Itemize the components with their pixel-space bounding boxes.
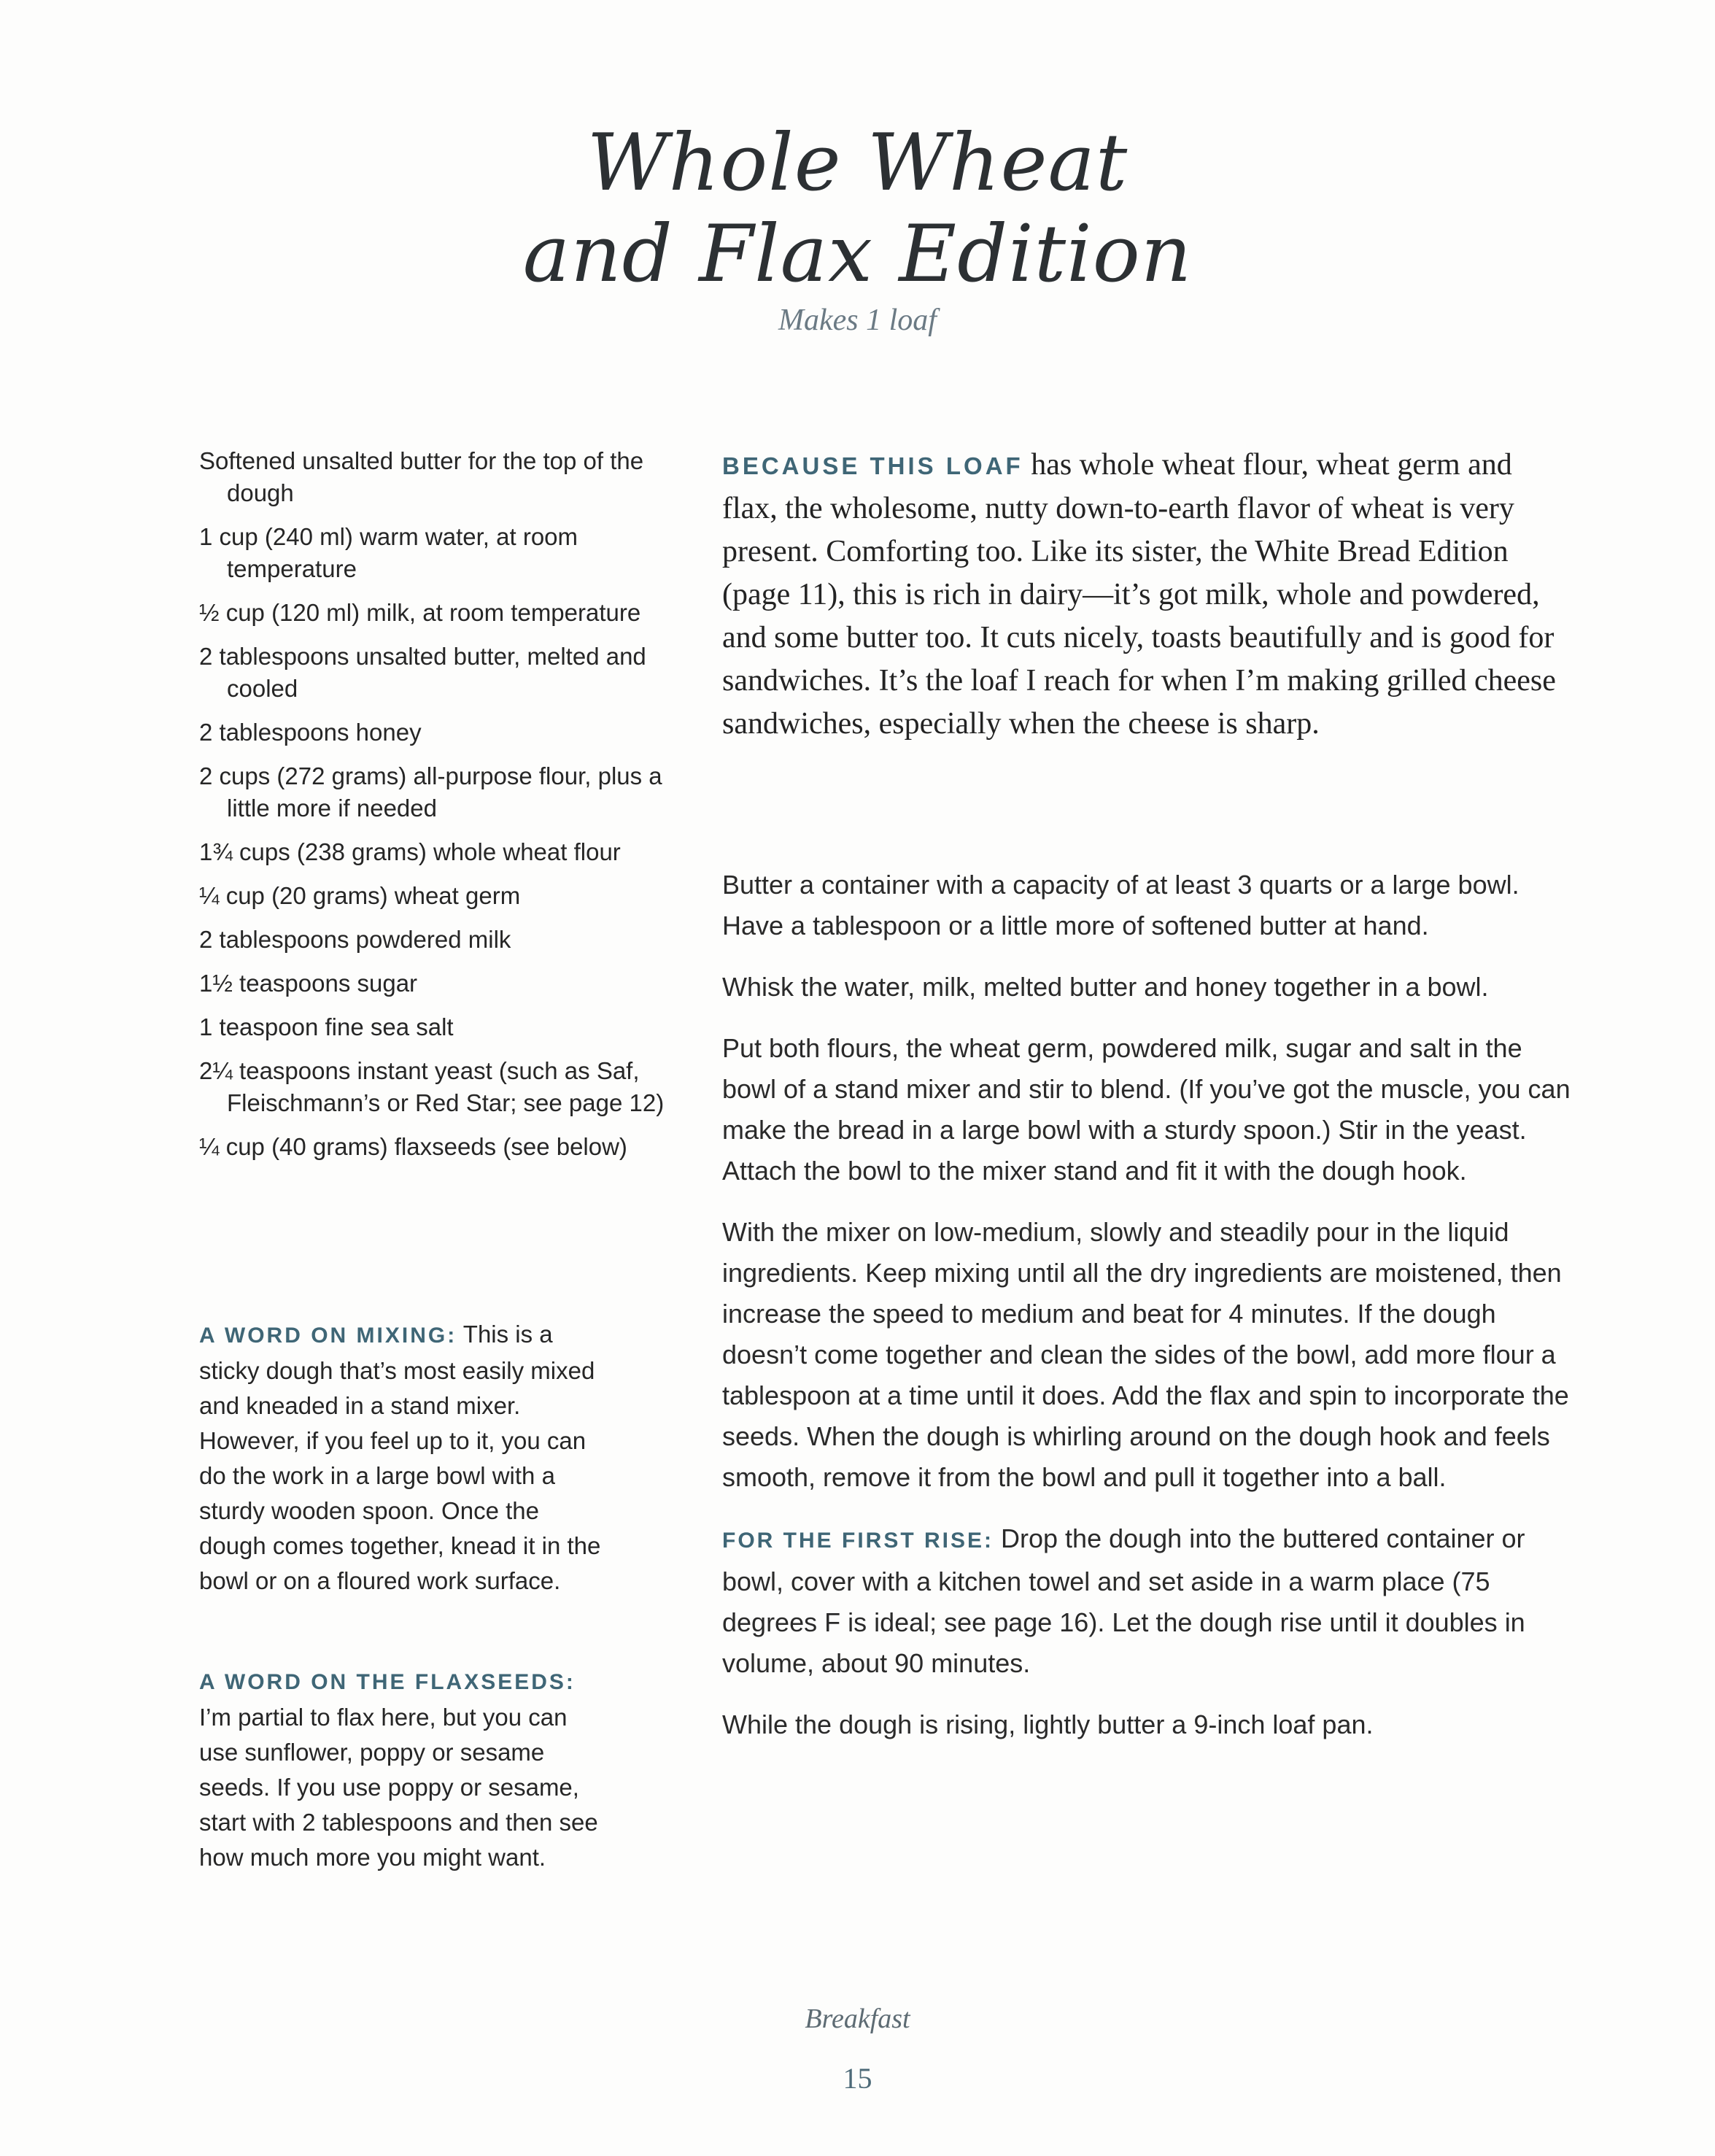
method-step: While the dough is rising, lightly butter a 9-inch loaf pan. xyxy=(722,1709,1374,1739)
recipe-title-line1: Whole Wheat xyxy=(586,117,1129,209)
note-flaxseeds xyxy=(199,1664,608,1875)
ingredient-item: 2 cups (272 grams) all-purpose flour, plus a little more if needed xyxy=(199,762,662,822)
first-rise-label: FOR THE FIRST RISE: xyxy=(722,1529,994,1553)
note-flaxseeds-text: I’m partial to flax here, but you can use sunflower, poppy or sesame seeds. If you use poppy or sesame, start with 2 tablespoons and then see how much more you might want. xyxy=(199,1704,598,1871)
note-mixing-label: A WORD ON MIXING: xyxy=(199,1324,457,1348)
note-flaxseeds-label: A WORD ON THE FLAXSEEDS: xyxy=(199,1670,576,1694)
ingredient-item: 1¾ cups (238 grams) whole wheat flour xyxy=(199,838,621,865)
method-step: With the mixer on low-medium, slowly and steadily pour in the liquid ingredients. Keep mixing until all the dry ingredients are moistened, then increase the speed to medium and beat for 4 minutes. If the dough doesn’t come together and clean the sides of the bowl, add more flour a tablespoon at a time until it does. Add the flax and spin to incorporate the seeds. When the dough is whirling around on the dough hook and feels smooth, remove it from the bowl and pull it together into a ball. xyxy=(722,1217,1569,1492)
first-rise-text: Drop the dough into the buttered container or bowl, cover with a kitchen towel and set aside in a warm place (75 degrees F is ideal; see page 16). Let the dough rise until it doubles in volume, about 90 minutes. xyxy=(722,1523,1525,1678)
ingredient-item: 2 tablespoons honey xyxy=(199,719,422,746)
ingredient-list xyxy=(199,445,673,1163)
ingredient-item: ¼ cup (20 grams) wheat germ xyxy=(199,882,521,909)
ingredient-item: 1½ teaspoons sugar xyxy=(199,970,418,997)
recipe-yield: Makes 1 loaf xyxy=(778,304,937,337)
method-steps xyxy=(722,865,1576,1766)
ingredient-item: 1 cup (240 ml) warm water, at room temperature xyxy=(199,523,578,582)
method-step: Put both flours, the wheat germ, powdered milk, sugar and salt in the bowl of a stand mixer and stir to blend. (If you’ve got the muscle, you can make the bread in a large bowl with a sturdy spoon.) Stir in the yeast. Attach the bowl to the mixer stand and fit it with the dough hook. xyxy=(722,1033,1571,1186)
footer-section-name: Breakfast xyxy=(805,2004,910,2034)
method-step: Whisk the water, milk, melted butter and honey together in a bowl. xyxy=(722,972,1489,1002)
recipe-intro xyxy=(722,444,1561,746)
intro-label: BECAUSE THIS LOAF xyxy=(722,452,1023,479)
ingredient-item: 2 tablespoons unsalted butter, melted and cooled xyxy=(199,643,646,702)
ingredient-item: ½ cup (120 ml) milk, at room temperature xyxy=(199,599,641,626)
method-step: Butter a container with a capacity of at least 3 quarts or a large bowl. Have a tablespoon or a little more of softened butter at hand. xyxy=(722,870,1520,940)
ingredient-item: 2¼ teaspoons instant yeast (such as Saf, Fleischmann’s or Red Star; see page 12) xyxy=(199,1057,665,1116)
intro-text: has whole wheat flour, wheat germ and flax, the wholesome, nutty down-to-earth flavor of wheat is very present. Comforting too. Like its sister, the White Bread Edition (page 11), this is rich in dairy—it’s got milk, whole and powdered, and some butter too. It cuts nicely, toasts beautifully and is good for sandwiches. It’s the loaf I reach for when I’m making grilled cheese sandwiches, especially when the cheese is sharp. xyxy=(722,448,1556,741)
recipe-title-line2: and Flax Edition xyxy=(522,209,1193,300)
page-number: 15 xyxy=(843,2062,872,2095)
ingredients-column xyxy=(199,445,673,1175)
ingredient-item: 2 tablespoons powdered milk xyxy=(199,926,511,953)
method-step xyxy=(722,1518,1576,1684)
note-mixing-text: This is a sticky dough that’s most easily mixed and kneaded in a stand mixer. However, if you feel up to it, you can do the work in a large bowl with a sturdy wooden spoon. Once the dough comes together, knead it in the bowl or on a floured work surface. xyxy=(199,1321,601,1594)
ingredient-item: ¼ cup (40 grams) flaxseeds (see below) xyxy=(199,1133,627,1160)
note-mixing xyxy=(199,1317,608,1599)
ingredient-item: 1 teaspoon fine sea salt xyxy=(199,1013,454,1040)
ingredient-item: Softened unsalted butter for the top of the dough xyxy=(199,447,644,506)
